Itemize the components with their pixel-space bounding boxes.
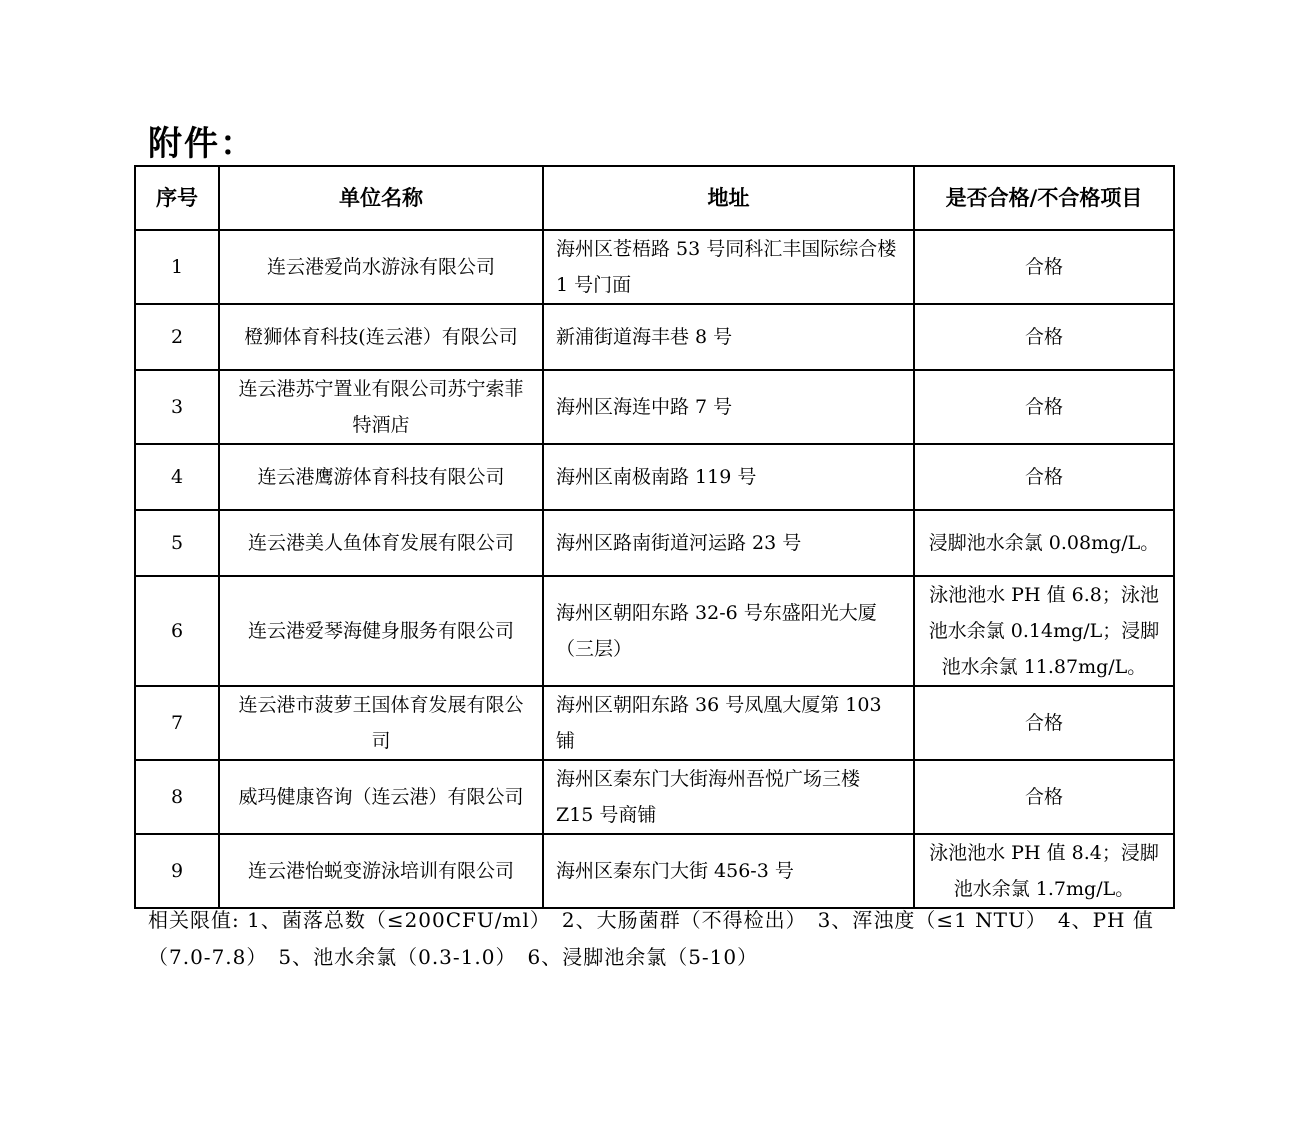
row-result: 合格 (914, 444, 1174, 510)
table-row (135, 230, 1174, 304)
row-no: 5 (135, 510, 219, 576)
limit-values-note: 相关限值: 1、菌落总数（≤200CFU/ml） 2、大肠菌群（不得检出） 3、浑浊度（≤1 NTU） 4、PH 值（7.0-7.8） 5、池水余氯（0.3-1.0） 6、浸脚池余氯（5-10） (148, 908, 1154, 969)
header-name: 单位名称 (219, 166, 543, 230)
row-address: 海州区苍梧路 53 号同科汇丰国际综合楼 1 号门面 (543, 230, 914, 304)
row-name: 橙狮体育科技(连云港）有限公司 (219, 304, 543, 370)
table-row (135, 510, 1174, 576)
inspection-results-table (134, 165, 1175, 909)
header-result: 是否合格/不合格项目 (914, 166, 1174, 230)
row-name: 连云港苏宁置业有限公司苏宁索菲特酒店 (219, 370, 543, 444)
row-name: 连云港爱尚水游泳有限公司 (219, 230, 543, 304)
table-row (135, 686, 1174, 760)
row-address: 海州区南极南路 119 号 (543, 444, 914, 510)
table-row (135, 834, 1174, 908)
table-row (135, 370, 1174, 444)
row-no: 7 (135, 686, 219, 760)
row-no: 3 (135, 370, 219, 444)
row-no: 4 (135, 444, 219, 510)
row-address: 新浦街道海丰巷 8 号 (543, 304, 914, 370)
row-address: 海州区朝阳东路 32-6 号东盛阳光大厦（三层） (543, 576, 914, 686)
row-address: 海州区秦东门大街 456-3 号 (543, 834, 914, 908)
row-address: 海州区秦东门大街海州吾悦广场三楼 Z15 号商铺 (543, 760, 914, 834)
table-row (135, 576, 1174, 686)
row-name: 连云港爱琴海健身服务有限公司 (219, 576, 543, 686)
table-header-row (135, 166, 1174, 230)
row-result: 浸脚池水余氯 0.08mg/L。 (914, 510, 1174, 576)
row-no: 9 (135, 834, 219, 908)
row-address: 海州区海连中路 7 号 (543, 370, 914, 444)
row-result: 合格 (914, 686, 1174, 760)
row-name: 威玛健康咨询（连云港）有限公司 (219, 760, 543, 834)
row-address: 海州区朝阳东路 36 号凤凰大厦第 103 铺 (543, 686, 914, 760)
row-name: 连云港市菠萝王国体育发展有限公司 (219, 686, 543, 760)
header-address: 地址 (543, 166, 914, 230)
row-name: 连云港美人鱼体育发展有限公司 (219, 510, 543, 576)
row-result: 合格 (914, 304, 1174, 370)
row-no: 1 (135, 230, 219, 304)
row-result: 泳池池水 PH 值 6.8；泳池池水余氯 0.14mg/L；浸脚池水余氯 11.87mg/L。 (914, 576, 1174, 686)
row-result: 合格 (914, 230, 1174, 304)
row-address: 海州区路南街道河运路 23 号 (543, 510, 914, 576)
table-row (135, 760, 1174, 834)
row-result: 合格 (914, 760, 1174, 834)
row-no: 6 (135, 576, 219, 686)
row-no: 8 (135, 760, 219, 834)
table-row (135, 444, 1174, 510)
row-result: 泳池池水 PH 值 8.4；浸脚池水余氯 1.7mg/L。 (914, 834, 1174, 908)
row-result: 合格 (914, 370, 1174, 444)
row-no: 2 (135, 304, 219, 370)
row-name: 连云港怡蜕变游泳培训有限公司 (219, 834, 543, 908)
page-title: 附件： (148, 124, 256, 164)
header-no: 序号 (135, 166, 219, 230)
table-row (135, 304, 1174, 370)
row-name: 连云港鹰游体育科技有限公司 (219, 444, 543, 510)
